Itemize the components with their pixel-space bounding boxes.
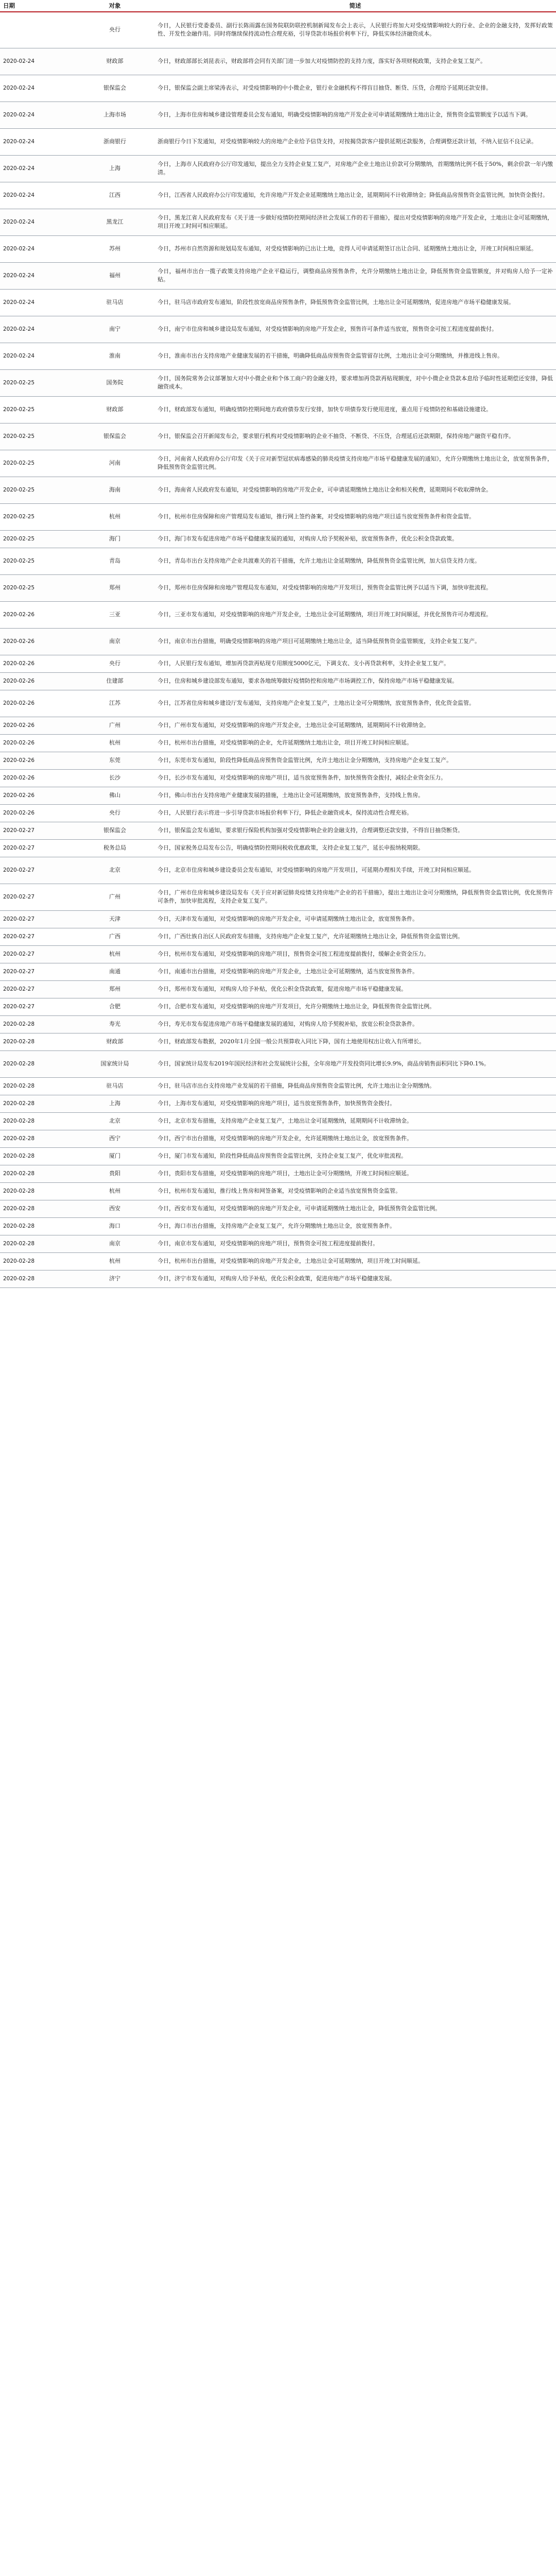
cell-summary: 今日，住房和城乡建设部发布通知，要求各地统筹做好疫情防控和房地产市场调控工作，保持房地产市场平稳健康发展。 [154, 672, 556, 690]
cell-date: 2020-02-24 [0, 289, 75, 316]
cell-date: 2020-02-26 [0, 734, 75, 752]
cell-date: 2020-02-25 [0, 503, 75, 530]
table-row [0, 1095, 556, 1112]
table-row [0, 672, 556, 690]
table-row [0, 734, 556, 752]
cell-region: 南通 [75, 963, 154, 980]
table-row [0, 423, 556, 450]
table-row [0, 1015, 556, 1033]
cell-summary: 今日，郑州市发布通知，对购房人给予补贴，优化公积金贷款政策，促进房地产市场平稳健康发展。 [154, 980, 556, 998]
cell-summary: 今日，上海市发布通知，对受疫情影响的房地产项目，适当放宽预售条件，加快预售资金拨付。 [154, 1095, 556, 1112]
cell-region: 央行 [75, 655, 154, 672]
cell-summary: 今日，合肥市发布通知，对受疫情影响的房地产开发项目，允许分期缴纳土地出让金，降低预售资金监管比例。 [154, 998, 556, 1015]
cell-summary: 今日，财政部部长刘昆表示，财政部将会同有关部门进一步加大对疫情防控的支持力度，落实好各项财税政策，支持企业复工复产。 [154, 48, 556, 75]
cell-summary: 今日，佛山市出台支持房地产业健康发展的措施，土地出让金可延期缴纳，放宽预售条件，支持线上售房。 [154, 787, 556, 804]
cell-summary: 今日，江苏省住房和城乡建设厅发布通知，支持房地产企业复工复产，土地出让金可分期缴纳，放宽预售条件，优化资金监管。 [154, 690, 556, 717]
table-row [0, 928, 556, 945]
cell-region: 杭州 [75, 1182, 154, 1200]
cell-summary: 今日，济宁市发布通知，对购房人给予补贴，优化公积金政策，促进房地产市场平稳健康发展。 [154, 1270, 556, 1287]
cell-date: 2020-02-28 [0, 1200, 75, 1217]
cell-summary: 今日，南通市出台措施，对受疫情影响的房地产开发企业，土地出让金可延期缴纳，适当放宽预售条件。 [154, 963, 556, 980]
table-row [0, 1112, 556, 1130]
cell-summary: 今日，银保监会发布通知，要求银行保险机构加强对受疫情影响企业的金融支持，合理调整还款安排，不得盲目抽贷断贷。 [154, 822, 556, 839]
table-row [0, 343, 556, 369]
cell-summary: 今日，郑州市住房保障和房地产管理局发布通知，对受疫情影响的房地产开发项目，预售资金监管比例予以适当下调，加快审批流程。 [154, 574, 556, 601]
cell-date: 2020-02-25 [0, 369, 75, 396]
cell-summary: 今日，国务院常务会议部署加大对中小微企业和个体工商户的金融支持，要求增加再贷款再贴现额度，对中小微企业贷款本息给予临时性延期偿还安排，降低融资成本。 [154, 369, 556, 396]
cell-date: 2020-02-27 [0, 910, 75, 928]
cell-summary: 今日，人民银行党委委员、副行长陈雨露在国务院联防联控机制新闻发布会上表示，人民银行将加大对受疫情影响较大的行业、企业的金融支持，发挥好政策性、开发性金融作用。同时将继续保持流动性合理充裕，引导贷款市场报价利率下行，降低实体经济融资成本。 [154, 12, 556, 48]
table-header [0, 0, 556, 12]
table-row [0, 369, 556, 396]
cell-date: 2020-02-26 [0, 672, 75, 690]
cell-region: 江西 [75, 182, 154, 209]
cell-region: 淮南 [75, 343, 154, 369]
cell-summary: 今日，西安市发布通知，对受疫情影响的房地产开发企业，可申请延期缴纳土地出让金，降低预售资金监管比例。 [154, 1200, 556, 1217]
cell-summary: 今日，广西壮族自治区人民政府发布措施，支持房地产企业复工复产，允许延期缴纳土地出让金，降低预售资金监管比例。 [154, 928, 556, 945]
table-row [0, 1217, 556, 1235]
table-row [0, 628, 556, 655]
cell-region: 广州 [75, 884, 154, 910]
table-row [0, 945, 556, 963]
cell-summary: 今日，北京市发布措施，支持房地产企业复工复产，土地出让金可延期缴纳，延期期间不计收滞纳金。 [154, 1112, 556, 1130]
cell-region: 三亚 [75, 601, 154, 628]
table-row [0, 574, 556, 601]
cell-summary: 今日，青岛市出台支持房地产企业共渡难关的若干措施，允许土地出让金延期缴纳，降低预售资金监管比例，加大信贷支持力度。 [154, 548, 556, 574]
cell-date: 2020-02-28 [0, 1182, 75, 1200]
cell-region: 东莞 [75, 752, 154, 769]
cell-date: 2020-02-28 [0, 1077, 75, 1095]
cell-date: 2020-02-28 [0, 1050, 75, 1077]
cell-date: 2020-02-27 [0, 998, 75, 1015]
table-row [0, 530, 556, 548]
cell-region: 江苏 [75, 690, 154, 717]
table-row [0, 289, 556, 316]
cell-region: 税务总局 [75, 839, 154, 857]
cell-summary: 今日，人民银行表示将进一步引导贷款市场报价利率下行，降低企业融资成本，保持流动性合理充裕。 [154, 804, 556, 822]
table-row [0, 1252, 556, 1270]
cell-region: 财政部 [75, 396, 154, 423]
cell-date: 2020-02-28 [0, 1270, 75, 1287]
cell-date: 2020-02-28 [0, 1165, 75, 1182]
table-row [0, 235, 556, 262]
cell-region: 天津 [75, 910, 154, 928]
cell-region: 国家统计局 [75, 1050, 154, 1077]
cell-summary: 今日，杭州市出台措施，对受疫情影响的房地产开发企业，土地出让金可延期缴纳，项目开竣工时间顺延。 [154, 1252, 556, 1270]
table-row [0, 1165, 556, 1182]
cell-region: 银保监会 [75, 423, 154, 450]
cell-summary: 今日，广州市住房和城乡建设局发布《关于应对新冠肺炎疫情支持房地产企业的若干措施》，提出土地出让金可分期缴纳，降低预售资金监管比例，优化预售许可条件，加快审批流程，支持企业复工复产。 [154, 884, 556, 910]
table-row [0, 1182, 556, 1200]
cell-region: 西安 [75, 1200, 154, 1217]
cell-summary: 今日，南京市出台措施，明确受疫情影响的房地产项目可延期缴纳土地出让金，适当降低预售资金监管额度，支持企业复工复产。 [154, 628, 556, 655]
cell-region: 杭州 [75, 945, 154, 963]
cell-region: 国务院 [75, 369, 154, 396]
cell-date: 2020-02-24 [0, 75, 75, 101]
cell-region: 黑龙江 [75, 209, 154, 235]
cell-date: 2020-02-27 [0, 822, 75, 839]
table-row [0, 262, 556, 289]
table-row [0, 48, 556, 75]
cell-region: 南京 [75, 628, 154, 655]
cell-region: 南京 [75, 1235, 154, 1252]
cell-date: 2020-02-25 [0, 530, 75, 548]
cell-region: 上海 [75, 1095, 154, 1112]
cell-region: 合肥 [75, 998, 154, 1015]
table-row [0, 1200, 556, 1217]
cell-summary: 今日，淮南市出台支持房地产业健康发展的若干措施，明确降低商品房预售资金监管留存比例，土地出让金可分期缴纳，并推进线上售房。 [154, 343, 556, 369]
cell-region: 上海 [75, 155, 154, 182]
table-row [0, 857, 556, 884]
cell-date: 2020-02-26 [0, 690, 75, 717]
table-row [0, 1050, 556, 1077]
cell-date: 2020-02-24 [0, 155, 75, 182]
cell-date: 2020-02-24 [0, 128, 75, 155]
cell-date: 2020-02-26 [0, 628, 75, 655]
cell-region: 海南 [75, 477, 154, 503]
cell-region: 福州 [75, 262, 154, 289]
cell-summary: 今日，寿光市发布促进房地产市场平稳健康发展的通知，对购房人给予契税补贴，放宽公积金贷款条件。 [154, 1015, 556, 1033]
table-row [0, 601, 556, 628]
cell-region: 财政部 [75, 1033, 154, 1050]
table-row [0, 1235, 556, 1252]
cell-date: 2020-02-28 [0, 1095, 75, 1112]
cell-date: 2020-02-24 [0, 316, 75, 343]
table-row [0, 1033, 556, 1050]
cell-date [0, 12, 75, 48]
cell-region: 驻马店 [75, 1077, 154, 1095]
cell-date: 2020-02-27 [0, 980, 75, 998]
table-row [0, 752, 556, 769]
cell-summary: 浙商银行今日下发通知，对受疫情影响较大的房地产企业给予信贷支持，对按揭贷款客户提供延期还款服务，合理调整还款计划，不纳入征信不良记录。 [154, 128, 556, 155]
table-body [0, 12, 556, 1287]
cell-summary: 今日，杭州市出台措施，对受疫情影响的企业，允许延期缴纳土地出让金，项目开竣工时间相应顺延。 [154, 734, 556, 752]
cell-date: 2020-02-28 [0, 1235, 75, 1252]
cell-region: 杭州 [75, 1252, 154, 1270]
table-row [0, 101, 556, 128]
cell-region: 郑州 [75, 980, 154, 998]
cell-region: 驻马店 [75, 289, 154, 316]
cell-region: 央行 [75, 804, 154, 822]
cell-summary: 今日，银保监会召开新闻发布会，要求银行机构对受疫情影响的企业不抽贷、不断贷、不压贷，合理延后还款期限，保持房地产融资平稳有序。 [154, 423, 556, 450]
cell-region: 银保监会 [75, 75, 154, 101]
cell-summary: 今日，东莞市发布通知，阶段性降低商品房预售资金监管比例，允许土地出让金分期缴纳，支持房地产企业复工复产。 [154, 752, 556, 769]
cell-summary: 今日，三亚市发布通知，对受疫情影响的房地产开发企业，土地出让金可延期缴纳，项目开竣工时间顺延，并优化预售许可办理流程。 [154, 601, 556, 628]
cell-date: 2020-02-28 [0, 1252, 75, 1270]
cell-region: 北京 [75, 857, 154, 884]
table-row [0, 128, 556, 155]
cell-date: 2020-02-24 [0, 101, 75, 128]
cell-date: 2020-02-24 [0, 209, 75, 235]
cell-date: 2020-02-24 [0, 48, 75, 75]
cell-summary: 今日，西宁市出台措施，对受疫情影响的房地产开发企业，允许延期缴纳土地出让金，放宽预售条件。 [154, 1130, 556, 1147]
cell-summary: 今日，黑龙江省人民政府发布《关于进一步做好疫情防控期间经济社会发展工作的若干措施》，提出对受疫情影响的房地产开发企业，土地出让金可延期缴纳，项目开竣工时间可相应顺延。 [154, 209, 556, 235]
header-summary: 简述 [154, 0, 556, 12]
cell-summary: 今日，杭州市发布通知，推行线上售房和网签备案，对受疫情影响的企业适当放宽预售资金监管。 [154, 1182, 556, 1200]
cell-region: 广州 [75, 717, 154, 734]
cell-summary: 今日，苏州市自然资源和规划局发布通知，对受疫情影响的已出让土地，竞得人可申请延期签订出让合同、延期缴纳土地出让金，开竣工时间相应顺延。 [154, 235, 556, 262]
table-row [0, 1147, 556, 1165]
cell-region: 贵阳 [75, 1165, 154, 1182]
table-row [0, 477, 556, 503]
table-row [0, 884, 556, 910]
cell-region: 海口 [75, 1217, 154, 1235]
cell-region: 杭州 [75, 503, 154, 530]
table-row [0, 450, 556, 477]
table-row [0, 839, 556, 857]
cell-date: 2020-02-27 [0, 963, 75, 980]
cell-date: 2020-02-27 [0, 884, 75, 910]
cell-date: 2020-02-26 [0, 717, 75, 734]
table-row [0, 655, 556, 672]
table-row [0, 804, 556, 822]
cell-region: 河南 [75, 450, 154, 477]
cell-date: 2020-02-26 [0, 655, 75, 672]
cell-summary: 今日，国家税务总局发布公告，明确疫情防控期间税收优惠政策，支持企业复工复产，延长申报纳税期限。 [154, 839, 556, 857]
cell-region: 郑州 [75, 574, 154, 601]
cell-summary: 今日，天津市发布通知，对受疫情影响的房地产开发企业，可申请延期缴纳土地出让金，放宽预售条件。 [154, 910, 556, 928]
cell-summary: 今日，广州市发布通知，对受疫情影响的房地产开发企业，土地出让金可延期缴纳，延期期间不计收滞纳金。 [154, 717, 556, 734]
table-row [0, 155, 556, 182]
cell-date: 2020-02-28 [0, 1015, 75, 1033]
table-row [0, 209, 556, 235]
cell-summary: 今日，北京市住房和城乡建设委员会发布通知，对受疫情影响的房地产开发项目，可延期办理相关手续，开竣工时间相应顺延。 [154, 857, 556, 884]
cell-date: 2020-02-28 [0, 1147, 75, 1165]
cell-date: 2020-02-24 [0, 262, 75, 289]
table-row [0, 396, 556, 423]
table-row [0, 12, 556, 48]
cell-summary: 今日，江西省人民政府办公厅印发通知，允许房地产开发企业延期缴纳土地出让金，延期期间不计收滞纳金；降低商品房预售资金监管比例，加快资金拨付。 [154, 182, 556, 209]
cell-region: 青岛 [75, 548, 154, 574]
cell-summary: 今日，驻马店市政府发布通知，阶段性放宽商品房预售条件，降低预售资金监管比例，土地出让金可延期缴纳，促进房地产市场平稳健康发展。 [154, 289, 556, 316]
cell-region: 佛山 [75, 787, 154, 804]
cell-summary: 今日，杭州市住房保障和房产管理局发布通知，推行网上签约备案，对受疫情影响的房地产项目适当放宽预售条件和资金监管。 [154, 503, 556, 530]
cell-summary: 今日，驻马店市出台支持房地产业发展的若干措施，降低商品房预售资金监管比例，允许土地出让金分期缴纳。 [154, 1077, 556, 1095]
cell-date: 2020-02-24 [0, 235, 75, 262]
cell-date: 2020-02-26 [0, 804, 75, 822]
cell-date: 2020-02-27 [0, 945, 75, 963]
table-row [0, 822, 556, 839]
cell-date: 2020-02-25 [0, 396, 75, 423]
cell-summary: 今日，海口市出台措施，支持房地产企业复工复产，允许分期缴纳土地出让金，放宽预售条件。 [154, 1217, 556, 1235]
cell-date: 2020-02-28 [0, 1112, 75, 1130]
cell-date: 2020-02-25 [0, 423, 75, 450]
table-row [0, 717, 556, 734]
cell-region: 寿光 [75, 1015, 154, 1033]
cell-summary: 今日，国家统计局发布2019年国民经济和社会发展统计公报，全年房地产开发投资同比增长9.9%，商品房销售面积同比下降0.1%。 [154, 1050, 556, 1077]
cell-date: 2020-02-24 [0, 182, 75, 209]
table-row [0, 787, 556, 804]
cell-summary: 今日，人民银行发布通知，增加再贷款再贴现专用额度5000亿元，下调支农、支小再贷款利率，支持企业复工复产。 [154, 655, 556, 672]
table-row [0, 1130, 556, 1147]
cell-region: 北京 [75, 1112, 154, 1130]
cell-summary: 今日，财政部发布通知，明确疫情防控期间地方政府债券发行安排，加快专项债券发行使用进度，重点用于疫情防控和基础设施建设。 [154, 396, 556, 423]
cell-summary: 今日，福州市出台一揽子政策支持房地产企业平稳运行，调整商品房预售条件，允许分期缴纳土地出让金，降低预售资金监管额度，并对购房人给予一定补贴。 [154, 262, 556, 289]
cell-date: 2020-02-24 [0, 343, 75, 369]
table-row [0, 503, 556, 530]
cell-date: 2020-02-28 [0, 1033, 75, 1050]
cell-date: 2020-02-27 [0, 857, 75, 884]
cell-date: 2020-02-27 [0, 928, 75, 945]
cell-summary: 今日，上海市人民政府办公厅印发通知，提出全力支持企业复工复产，对房地产企业土地出让价款可分期缴纳，首期缴纳比例不低于50%，剩余价款一年内缴清。 [154, 155, 556, 182]
table-row [0, 1077, 556, 1095]
cell-date: 2020-02-25 [0, 477, 75, 503]
table-row [0, 75, 556, 101]
cell-summary: 今日，河南省人民政府办公厅印发《关于应对新型冠状病毒感染的肺炎疫情支持房地产市场平稳健康发展的通知》，允许分期缴纳土地出让金，放宽预售条件，降低预售资金监管比例。 [154, 450, 556, 477]
cell-summary: 今日，上海市住房和城乡建设管理委员会发布通知，明确受疫情影响的房地产开发企业可申请延期缴纳土地出让金，预售资金监管额度予以适当下调。 [154, 101, 556, 128]
cell-summary: 今日，南京市发布通知，对受疫情影响的房地产项目，预售资金可按工程进度提前拨付。 [154, 1235, 556, 1252]
cell-date: 2020-02-25 [0, 450, 75, 477]
cell-region: 海门 [75, 530, 154, 548]
cell-date: 2020-02-28 [0, 1130, 75, 1147]
table-row [0, 963, 556, 980]
cell-date: 2020-02-25 [0, 574, 75, 601]
header-date: 日期 [0, 0, 75, 12]
cell-date: 2020-02-26 [0, 769, 75, 787]
cell-summary: 今日，南宁市住房和城乡建设局发布通知，对受疫情影响的房地产开发企业，预售许可条件适当放宽，预售资金可按工程进度提前拨付。 [154, 316, 556, 343]
cell-summary: 今日，贵阳市发布措施，对受疫情影响的房地产项目，土地出让金可分期缴纳，开竣工时间相应顺延。 [154, 1165, 556, 1182]
cell-region: 厦门 [75, 1147, 154, 1165]
cell-region: 住建部 [75, 672, 154, 690]
cell-region: 上海市场 [75, 101, 154, 128]
header-region: 对象 [75, 0, 154, 12]
cell-summary: 今日，长沙市发布通知，对受疫情影响的房地产项目，适当放宽预售条件，加快预售资金拨付，减轻企业资金压力。 [154, 769, 556, 787]
table-row [0, 769, 556, 787]
cell-region: 长沙 [75, 769, 154, 787]
cell-region: 财政部 [75, 48, 154, 75]
cell-date: 2020-02-26 [0, 787, 75, 804]
cell-date: 2020-02-28 [0, 1217, 75, 1235]
cell-date: 2020-02-27 [0, 839, 75, 857]
cell-summary: 今日，财政部发布数据，2020年1月全国一般公共预算收入同比下降，国有土地使用权出让收入有所增长。 [154, 1033, 556, 1050]
cell-summary: 今日，海门市发布促进房地产市场平稳健康发展的通知，对购房人给予契税补贴，放宽预售条件，优化公积金贷款政策。 [154, 530, 556, 548]
table-row [0, 980, 556, 998]
cell-region: 南宁 [75, 316, 154, 343]
table-row [0, 998, 556, 1015]
cell-date: 2020-02-26 [0, 752, 75, 769]
cell-summary: 今日，海南省人民政府发布通知，对受疫情影响的房地产开发企业，可申请延期缴纳土地出让金和相关税费，延期期间不收取滞纳金。 [154, 477, 556, 503]
cell-region: 央行 [75, 12, 154, 48]
cell-region: 广西 [75, 928, 154, 945]
cell-summary: 今日，厦门市发布通知，阶段性降低商品房预售资金监管比例，支持企业复工复产，优化审批流程。 [154, 1147, 556, 1165]
table-row [0, 910, 556, 928]
table-row [0, 548, 556, 574]
cell-region: 西宁 [75, 1130, 154, 1147]
cell-date: 2020-02-25 [0, 548, 75, 574]
cell-summary: 今日，杭州市发布通知，对受疫情影响的房地产项目，预售资金可按工程进度提前拨付，缓解企业资金压力。 [154, 945, 556, 963]
cell-date: 2020-02-26 [0, 601, 75, 628]
cell-region: 苏州 [75, 235, 154, 262]
cell-summary: 今日，银保监会副主席梁涛表示，对受疫情影响的中小微企业，银行业金融机构不得盲目抽贷、断贷、压贷，合理给予延期还款安排。 [154, 75, 556, 101]
cell-region: 浙商银行 [75, 128, 154, 155]
table-row [0, 316, 556, 343]
cell-region: 杭州 [75, 734, 154, 752]
table-row [0, 690, 556, 717]
cell-region: 济宁 [75, 1270, 154, 1287]
table-row [0, 182, 556, 209]
table-row [0, 1270, 556, 1287]
cell-region: 银保监会 [75, 822, 154, 839]
